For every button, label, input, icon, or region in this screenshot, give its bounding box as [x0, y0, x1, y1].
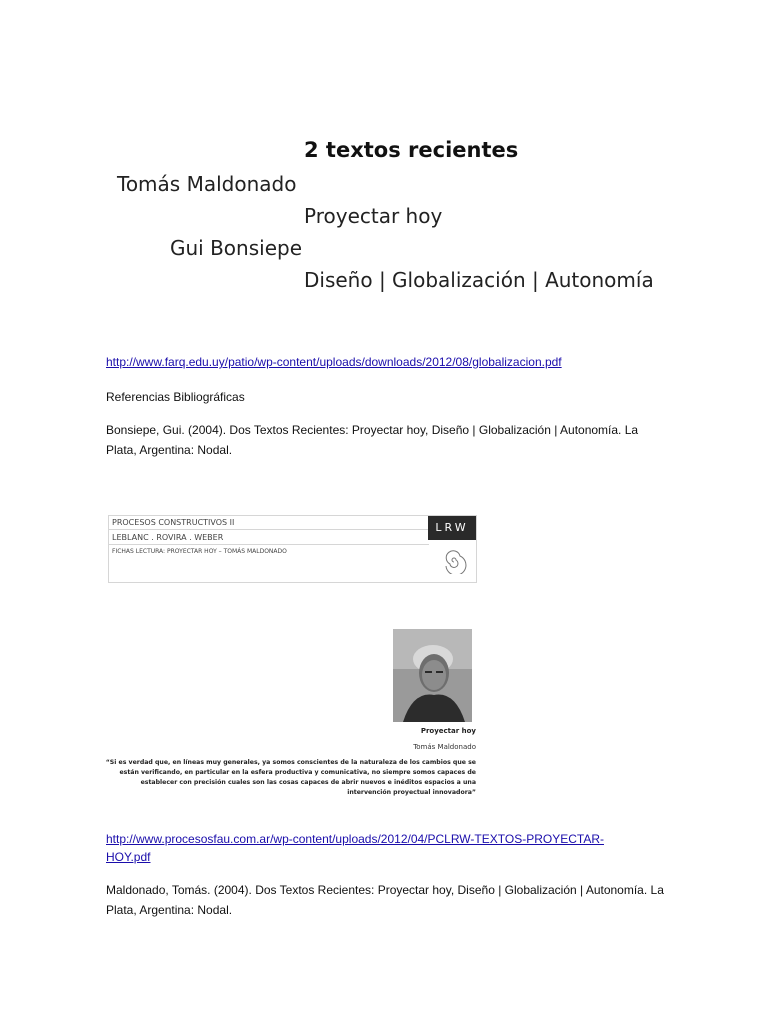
spiral-icon [440, 550, 468, 574]
globalizacion-pdf-link[interactable]: http://www.farq.edu.uy/patio/wp-content/uploads/downloads/2012/08/globalizacion.pdf [106, 355, 562, 369]
references-heading: Referencias Bibliográficas [106, 390, 245, 404]
portrait-caption-author: Tomás Maldonado [413, 743, 476, 751]
reference-bonsiepe: Bonsiepe, Gui. (2004). Dos Textos Recientes: Proyectar hoy, Diseño | Globalización | Autonomía. La Plata, Argentina: Nodal. [106, 423, 639, 457]
maldonado-portrait [393, 629, 472, 722]
cover-author-bonsiepe: Gui Bonsiepe [170, 236, 303, 260]
header-authors: LEBLANC . ROVIRA . WEBER [109, 530, 429, 545]
maldonado-quote: “Si es verdad que, en líneas muy generales, ya somos conscientes de la naturaleza de los cambios que se están verificando, en particular en la esfera productiva y comunicativa, no siempre somos capaces de establecer con precisión cuales son las cosas capaces de abrir nuevos e inéditos espacios a una intervención proyectual innovadora” [105, 759, 476, 796]
header-course-name: PROCESOS CONSTRUCTIVOS II [109, 516, 429, 530]
lrw-logo: LRW [428, 516, 476, 540]
portrait-caption-title: Proyectar hoy [420, 727, 476, 735]
header-reading-title: FICHAS LECTURA: PROYECTAR HOY – TOMÁS MALDONADO [112, 548, 287, 555]
portrait-photo [393, 629, 472, 722]
reference-maldonado: Maldonado, Tomás. (2004). Dos Textos Recientes: Proyectar hoy, Diseño | Globalización | Autonomía. La Plata, Argentina: Nodal. [106, 883, 664, 917]
proyectar-hoy-pdf-link[interactable]: http://www.procesosfau.com.ar/wp-content/uploads/2012/04/PCLRW-TEXTOS-PROYECTAR-HOY.pdf [106, 832, 604, 864]
cover-title: 2 textos recientes [304, 138, 519, 162]
cover-work-proyectar-hoy: Proyectar hoy [304, 204, 443, 228]
cover-author-maldonado: Tomás Maldonado [117, 172, 297, 196]
cover-work-diseno: Diseño | Globalización | Autonomía [304, 268, 654, 292]
course-header-image [108, 515, 477, 583]
